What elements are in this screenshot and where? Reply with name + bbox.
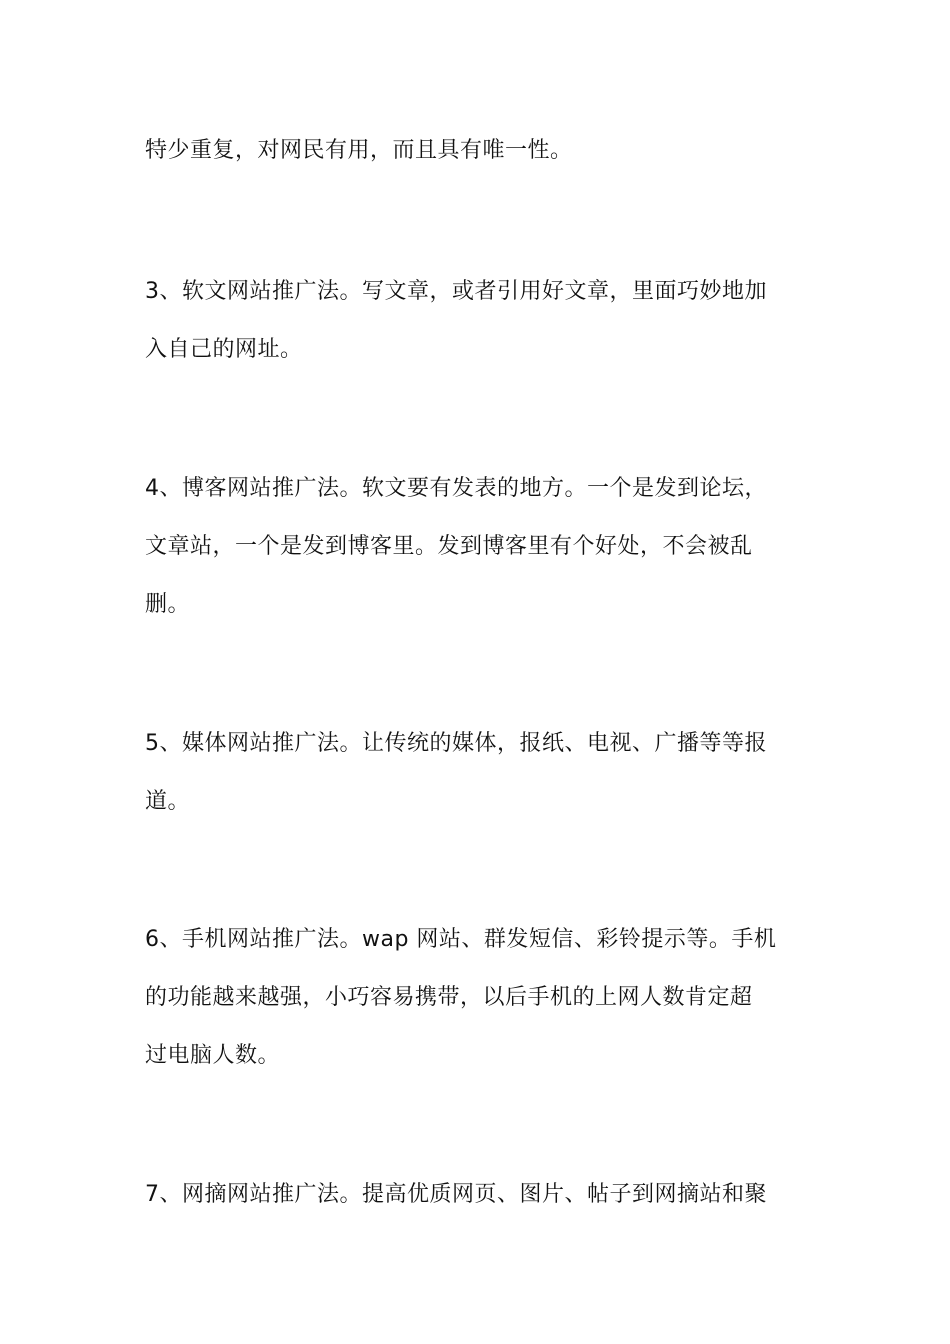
paragraph-1-line-1: 特少重复，对网民有用，而且具有唯一性。 (145, 138, 573, 163)
paragraph-6-line-1: 7、网摘网站推广法。提高优质网页、图片、帖子到网摘站和聚 (145, 1182, 767, 1207)
paragraph-2-line-2: 入自己的网址。 (145, 337, 303, 362)
paragraph-3-line-3: 删。 (145, 592, 191, 617)
paragraph-3-line-2: 文章站，一个是发到博客里。发到博客里有个好处，不会被乱 (145, 534, 753, 559)
paragraph-4-line-2: 道。 (145, 789, 191, 814)
paragraph-5-line-3: 过电脑人数。 (145, 1043, 281, 1068)
paragraph-3-line-1: 4、博客网站推广法。软文要有发表的地方。一个是发到论坛， (145, 476, 767, 501)
paragraph-5-line-2: 的功能越来越强，小巧容易携带，以后手机的上网人数肯定超 (145, 985, 753, 1010)
paragraph-2-line-1: 3、软文网站推广法。写文章，或者引用好文章，里面巧妙地加 (145, 279, 767, 304)
paragraph-4-line-1: 5、媒体网站推广法。让传统的媒体，报纸、电视、广播等等报 (145, 731, 767, 756)
paragraph-5-line-1: 6、手机网站推广法。wap 网站、群发短信、彩铃提示等。手机 (145, 927, 777, 952)
